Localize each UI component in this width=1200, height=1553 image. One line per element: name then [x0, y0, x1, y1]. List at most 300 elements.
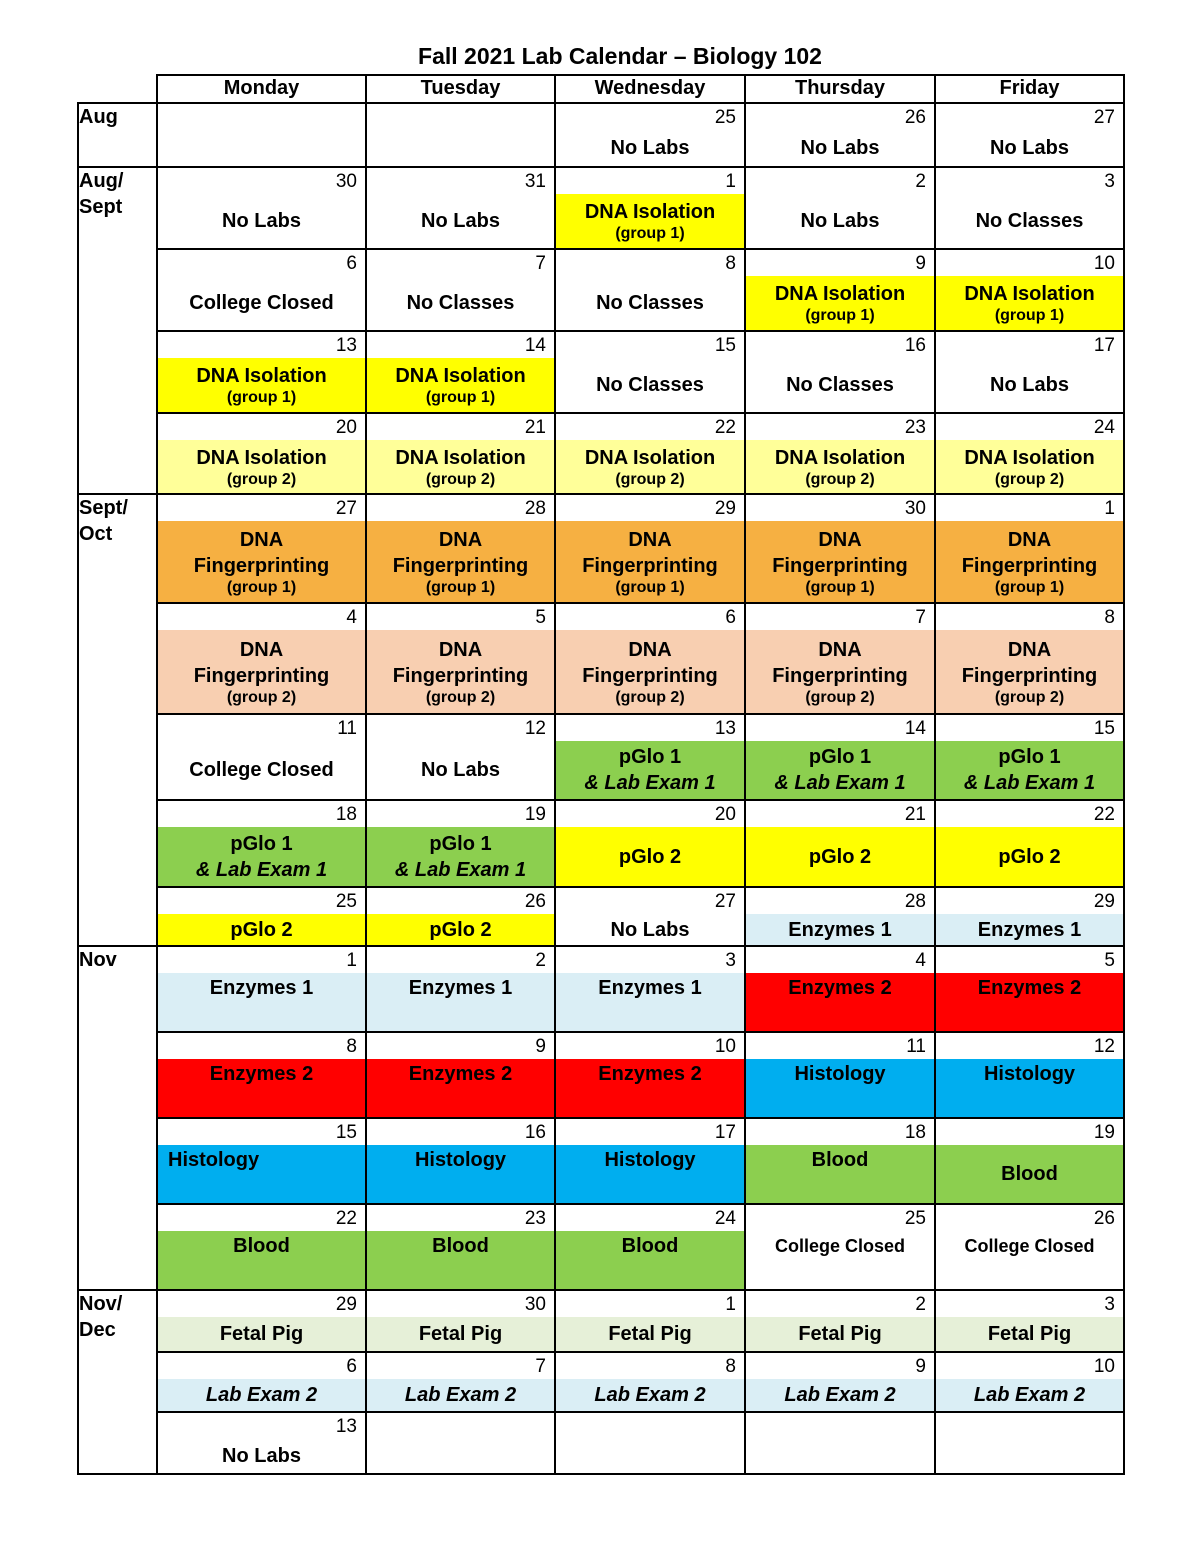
- lab-activity: [746, 827, 934, 886]
- date-number: 3: [725, 950, 736, 971]
- day-cell: [366, 494, 555, 603]
- lab-activity: [556, 194, 744, 248]
- date-number: 25: [904, 1208, 926, 1229]
- day-cell: [935, 331, 1124, 413]
- day-cell: [366, 946, 555, 1032]
- day-cell: [157, 167, 366, 249]
- activity-title: No Classes: [596, 374, 704, 396]
- activity-title: Enzymes 2: [598, 1063, 702, 1085]
- activity-title: Blood: [233, 1235, 290, 1257]
- lab-activity: [158, 1231, 365, 1289]
- lab-activity: [158, 276, 365, 330]
- activity-title: No Labs: [800, 137, 880, 159]
- date-number: 14: [524, 335, 546, 356]
- lab-activity: [936, 440, 1123, 493]
- month-label-line: Aug/: [79, 170, 124, 192]
- lab-activity: [936, 358, 1123, 412]
- activity-group: (group 1): [226, 389, 297, 406]
- date-number: 7: [915, 607, 926, 628]
- day-cell: [366, 1118, 555, 1204]
- activity-title: No Classes: [596, 292, 704, 314]
- day-cell: [555, 1290, 745, 1352]
- lab-activity: [746, 194, 934, 248]
- week-row: [78, 167, 1124, 249]
- day-cell: [745, 714, 935, 800]
- lab-activity: [746, 914, 934, 945]
- day-cell: [745, 1352, 935, 1412]
- day-cell: [366, 1032, 555, 1118]
- day-cell: [555, 331, 745, 413]
- activity-title: pGlo 1: [618, 746, 682, 768]
- lab-activity: [158, 741, 365, 799]
- activity-title: No Labs: [610, 918, 690, 941]
- date-number: 1: [725, 1294, 736, 1315]
- activity-title: pGlo 2: [998, 845, 1061, 868]
- day-cell: [745, 494, 935, 603]
- week-row: [78, 1352, 1124, 1412]
- date-number: 10: [1093, 253, 1115, 274]
- date-number: 22: [714, 417, 736, 438]
- activity-title: DNA: [818, 638, 862, 661]
- activity-title: Lab Exam 2: [973, 1384, 1086, 1406]
- date-number: 4: [915, 950, 926, 971]
- date-number: 31: [524, 171, 546, 192]
- activity-title: DNA Isolation: [584, 446, 716, 469]
- lab-activity: [367, 1379, 554, 1411]
- lab-activity: [556, 1317, 744, 1351]
- weekday-header-row: [78, 75, 1124, 103]
- activity-title: pGlo 2: [618, 845, 682, 868]
- lab-activity: [746, 973, 934, 1031]
- date-number: 26: [524, 891, 546, 912]
- lab-activity: [746, 630, 934, 713]
- lab-activity: [158, 130, 365, 166]
- activity-title: DNA: [239, 528, 284, 551]
- day-header-friday: Friday: [935, 75, 1124, 103]
- activity-title: College Closed: [189, 292, 334, 314]
- activity-title: DNA: [628, 528, 672, 551]
- lab-activity: [746, 1231, 934, 1289]
- date-number: 20: [714, 804, 736, 825]
- date-number: 13: [335, 1416, 357, 1437]
- date-number: 16: [904, 335, 926, 356]
- activity-title: Enzymes 2: [788, 977, 892, 999]
- activity-title: Fingerprinting: [961, 664, 1098, 687]
- lab-activity: [556, 973, 744, 1031]
- date-number: 1: [346, 950, 357, 971]
- date-number: 23: [524, 1208, 546, 1229]
- activity-title: No Classes: [406, 292, 515, 314]
- activity-group: (group 1): [226, 578, 297, 596]
- lab-activity: [367, 358, 554, 412]
- date-number: 3: [1104, 171, 1115, 192]
- activity-title: DNA: [438, 638, 483, 661]
- date-number: 29: [714, 498, 736, 519]
- activity-group: (group 1): [994, 307, 1065, 324]
- activity-title: pGlo 1: [998, 746, 1061, 768]
- day-cell: [366, 103, 555, 167]
- day-cell: [157, 1290, 366, 1352]
- lab-activity: [556, 276, 744, 330]
- activity-title: College Closed: [189, 759, 334, 781]
- activity-title: Enzymes 2: [209, 1063, 314, 1085]
- lab-activity: [367, 1317, 554, 1351]
- date-number: 17: [714, 1122, 736, 1143]
- day-cell: [935, 1412, 1124, 1474]
- day-cell: [366, 887, 555, 946]
- lab-activity: [158, 973, 365, 1031]
- lab-activity: [367, 630, 554, 713]
- activity-title: Fingerprinting: [392, 554, 529, 577]
- activity-group: (group 2): [615, 470, 685, 488]
- date-number: 23: [904, 417, 926, 438]
- day-cell: [935, 1204, 1124, 1290]
- date-number: 1: [1104, 498, 1115, 519]
- activity-title: Fingerprinting: [772, 554, 908, 577]
- date-number: 5: [535, 607, 546, 628]
- activity-title: Fetal Pig: [987, 1323, 1072, 1345]
- day-cell: [745, 167, 935, 249]
- date-number: 30: [904, 498, 926, 519]
- activity-title: DNA: [239, 638, 284, 661]
- activity-title: No Labs: [990, 374, 1069, 396]
- week-row: [78, 800, 1124, 887]
- activity-title: Fingerprinting: [961, 554, 1098, 577]
- day-cell: [935, 413, 1124, 494]
- lab-activity: [936, 630, 1123, 713]
- lab-activity: [746, 1379, 934, 1411]
- date-number: 12: [524, 718, 546, 739]
- day-cell: [157, 1204, 366, 1290]
- lab-activity: [158, 630, 365, 713]
- activity-title: Blood: [811, 1149, 869, 1171]
- day-cell: [745, 1290, 935, 1352]
- activity-title: College Closed: [964, 1236, 1095, 1256]
- activity-title: Lab Exam 2: [784, 1384, 896, 1406]
- activity-title: pGlo 2: [429, 918, 492, 941]
- lab-activity: [158, 1379, 365, 1411]
- month-label: [78, 167, 157, 494]
- activity-title: No Classes: [786, 374, 894, 396]
- day-cell: [555, 1118, 745, 1204]
- activity-title: Enzymes 1: [209, 977, 314, 999]
- activity-title: Blood: [621, 1235, 679, 1257]
- week-row: [78, 331, 1124, 413]
- day-cell: [745, 887, 935, 946]
- activity-title: DNA Isolation: [196, 365, 327, 387]
- day-cell: [366, 1412, 555, 1474]
- date-number: 12: [1093, 1036, 1115, 1057]
- day-cell: [555, 714, 745, 800]
- month-label: [78, 494, 157, 946]
- activity-title: Fetal Pig: [418, 1323, 503, 1345]
- day-cell: [366, 1204, 555, 1290]
- lab-activity: [556, 130, 744, 166]
- date-number: 19: [524, 804, 546, 825]
- date-number: 19: [1093, 1122, 1115, 1143]
- date-number: 27: [714, 891, 736, 912]
- lab-activity: [746, 130, 934, 166]
- lab-activity: [367, 1145, 554, 1203]
- month-label-line: Dec: [79, 1319, 116, 1341]
- activity-title: DNA Isolation: [196, 446, 327, 469]
- day-cell: [555, 1412, 745, 1474]
- day-cell: [366, 167, 555, 249]
- activity-title: Blood: [432, 1235, 489, 1257]
- lab-activity: [556, 521, 744, 602]
- lab-activity: [936, 827, 1123, 886]
- lab-activity: [936, 194, 1123, 248]
- lab-activity: [158, 1317, 365, 1351]
- day-cell: [157, 603, 366, 714]
- day-cell: [745, 1032, 935, 1118]
- activity-title: Histology: [604, 1149, 696, 1171]
- activity-group: (group 2): [615, 688, 685, 706]
- day-cell: [366, 1290, 555, 1352]
- day-cell: [555, 603, 745, 714]
- day-cell: [745, 946, 935, 1032]
- lab-activity: [936, 914, 1123, 945]
- activity-title: No Labs: [990, 137, 1069, 159]
- day-cell: [555, 946, 745, 1032]
- activity-title: No Labs: [222, 1445, 301, 1467]
- date-number: 26: [904, 107, 926, 128]
- activity-title: Fingerprinting: [772, 664, 908, 687]
- day-cell: [157, 1412, 366, 1474]
- activity-title: Fingerprinting: [582, 554, 718, 577]
- date-number: 29: [335, 1294, 357, 1315]
- date-number: 21: [904, 804, 926, 825]
- lab-activity: [556, 914, 744, 945]
- date-number: 2: [535, 950, 546, 971]
- date-number: 30: [524, 1294, 546, 1315]
- lab-activity: [367, 194, 554, 248]
- week-row: [78, 946, 1124, 1032]
- week-row: [78, 887, 1124, 946]
- activity-title: Enzymes 1: [977, 918, 1082, 941]
- activity-title: No Classes: [975, 210, 1084, 232]
- day-cell: [935, 494, 1124, 603]
- date-number: 14: [904, 718, 926, 739]
- day-header-tuesday: Tuesday: [366, 75, 555, 103]
- date-number: 1: [725, 171, 736, 192]
- activity-note: & Lab Exam 1: [774, 772, 906, 794]
- activity-title: No Labs: [222, 210, 301, 232]
- date-number: 8: [725, 253, 736, 274]
- header-corner: [78, 75, 157, 103]
- date-number: 7: [535, 253, 546, 274]
- lab-activity: [746, 1145, 934, 1203]
- day-cell: [555, 413, 745, 494]
- date-number: 22: [1093, 804, 1115, 825]
- day-cell: [745, 603, 935, 714]
- date-number: 27: [1093, 107, 1115, 128]
- date-number: 8: [1104, 607, 1115, 628]
- lab-activity: [746, 1317, 934, 1351]
- lab-activity: [367, 741, 554, 799]
- lab-calendar: [77, 74, 1125, 1475]
- day-cell: [157, 1352, 366, 1412]
- date-number: 18: [904, 1122, 926, 1143]
- activity-title: Enzymes 2: [408, 1063, 513, 1085]
- activity-title: Fingerprinting: [193, 664, 330, 687]
- lab-activity: [367, 973, 554, 1031]
- day-header-wednesday: Wednesday: [555, 75, 745, 103]
- day-cell: [157, 331, 366, 413]
- lab-activity: [556, 1379, 744, 1411]
- day-cell: [555, 800, 745, 887]
- month-label-line: Nov: [79, 949, 117, 971]
- activity-title: Fetal Pig: [608, 1323, 692, 1345]
- lab-activity: [556, 1231, 744, 1289]
- day-cell: [935, 603, 1124, 714]
- month-label: [78, 103, 157, 167]
- activity-title: Enzymes 1: [788, 918, 892, 941]
- activity-title: Lab Exam 2: [404, 1384, 517, 1406]
- activity-title: DNA: [438, 528, 483, 551]
- day-cell: [935, 714, 1124, 800]
- activity-title: pGlo 2: [808, 845, 872, 868]
- activity-title: College Closed: [774, 1236, 906, 1256]
- month-label-line: Oct: [79, 523, 113, 545]
- activity-title: No Labs: [800, 210, 880, 232]
- day-cell: [935, 249, 1124, 331]
- lab-activity: [936, 276, 1123, 330]
- page-title: Fall 2021 Lab Calendar – Biology 102: [418, 43, 822, 69]
- lab-activity: [936, 973, 1123, 1031]
- lab-activity: [746, 1059, 934, 1117]
- activity-title: pGlo 1: [230, 832, 293, 855]
- date-number: 20: [335, 417, 357, 438]
- lab-activity: [936, 130, 1123, 166]
- day-cell: [157, 1032, 366, 1118]
- date-number: 18: [335, 804, 357, 825]
- lab-activity: [936, 1379, 1123, 1411]
- activity-title: pGlo 1: [429, 832, 492, 855]
- date-number: 2: [915, 171, 926, 192]
- activity-title: DNA Isolation: [774, 283, 906, 305]
- activity-group: (group 1): [425, 578, 496, 596]
- day-cell: [935, 800, 1124, 887]
- activity-group: (group 2): [226, 470, 297, 488]
- activity-title: DNA: [628, 638, 672, 661]
- day-cell: [157, 413, 366, 494]
- month-label-line: Sept/: [79, 497, 128, 519]
- day-cell: [555, 1352, 745, 1412]
- week-row: [78, 1412, 1124, 1474]
- week-row: [78, 413, 1124, 494]
- activity-title: Histology: [794, 1063, 886, 1085]
- activity-title: DNA Isolation: [774, 446, 906, 469]
- day-cell: [157, 1118, 366, 1204]
- activity-note: & Lab Exam 1: [963, 772, 1096, 794]
- day-cell: [935, 103, 1124, 167]
- lab-activity: [158, 827, 365, 886]
- week-row: [78, 1032, 1124, 1118]
- day-cell: [366, 800, 555, 887]
- activity-group: (group 1): [994, 578, 1065, 596]
- activity-group: (group 2): [805, 688, 875, 706]
- activity-title: Fingerprinting: [193, 554, 330, 577]
- date-number: 13: [714, 718, 736, 739]
- lab-activity: [367, 130, 554, 166]
- date-number: 25: [714, 107, 736, 128]
- activity-title: DNA: [1007, 528, 1052, 551]
- date-number: 6: [346, 1356, 357, 1377]
- activity-group: (group 1): [805, 307, 875, 324]
- activity-group: (group 2): [994, 688, 1065, 706]
- day-cell: [366, 714, 555, 800]
- day-cell: [157, 249, 366, 331]
- lab-activity: [158, 1059, 365, 1117]
- activity-group: (group 2): [226, 688, 297, 706]
- lab-activity: [367, 440, 554, 493]
- week-row: [78, 494, 1124, 603]
- lab-activity: [746, 741, 934, 799]
- lab-activity: [158, 914, 365, 945]
- date-number: 30: [335, 171, 357, 192]
- lab-activity: [158, 521, 365, 602]
- week-row: [78, 603, 1124, 714]
- day-cell: [157, 800, 366, 887]
- day-cell: [935, 946, 1124, 1032]
- day-cell: [935, 1352, 1124, 1412]
- month-label: [78, 1290, 157, 1474]
- lab-activity: [158, 1439, 365, 1473]
- day-cell: [745, 1412, 935, 1474]
- day-cell: [745, 103, 935, 167]
- activity-group: (group 2): [805, 470, 875, 488]
- lab-activity: [746, 276, 934, 330]
- lab-activity: [367, 914, 554, 945]
- lab-activity: [936, 521, 1123, 602]
- day-cell: [935, 167, 1124, 249]
- date-number: 15: [1093, 718, 1115, 739]
- date-number: 15: [335, 1122, 357, 1143]
- day-cell: [555, 249, 745, 331]
- day-cell: [935, 1032, 1124, 1118]
- activity-title: pGlo 2: [230, 918, 293, 941]
- date-number: 27: [335, 498, 357, 519]
- date-number: 7: [535, 1356, 546, 1377]
- activity-title: Fetal Pig: [219, 1323, 304, 1345]
- lab-activity: [936, 1145, 1123, 1203]
- lab-activity: [556, 1059, 744, 1117]
- day-cell: [366, 1352, 555, 1412]
- week-row: [78, 1118, 1124, 1204]
- date-number: 6: [725, 607, 736, 628]
- date-number: 24: [714, 1208, 736, 1229]
- lab-activity: [556, 827, 744, 886]
- day-cell: [157, 946, 366, 1032]
- lab-activity: [158, 440, 365, 493]
- activity-title: Lab Exam 2: [594, 1384, 706, 1406]
- date-number: 9: [915, 253, 926, 274]
- lab-activity: [936, 1231, 1123, 1289]
- activity-note: & Lab Exam 1: [195, 858, 328, 881]
- lab-activity: [746, 440, 934, 493]
- activity-title: Enzymes 2: [977, 977, 1082, 999]
- activity-title: DNA Isolation: [395, 446, 526, 469]
- activity-title: No Labs: [421, 759, 500, 781]
- activity-group: (group 1): [615, 225, 685, 242]
- activity-title: Enzymes 1: [408, 977, 513, 999]
- lab-activity: [746, 1439, 934, 1473]
- day-cell: [555, 167, 745, 249]
- lab-activity: [936, 1317, 1123, 1351]
- activity-title: DNA: [1007, 638, 1052, 661]
- day-cell: [366, 249, 555, 331]
